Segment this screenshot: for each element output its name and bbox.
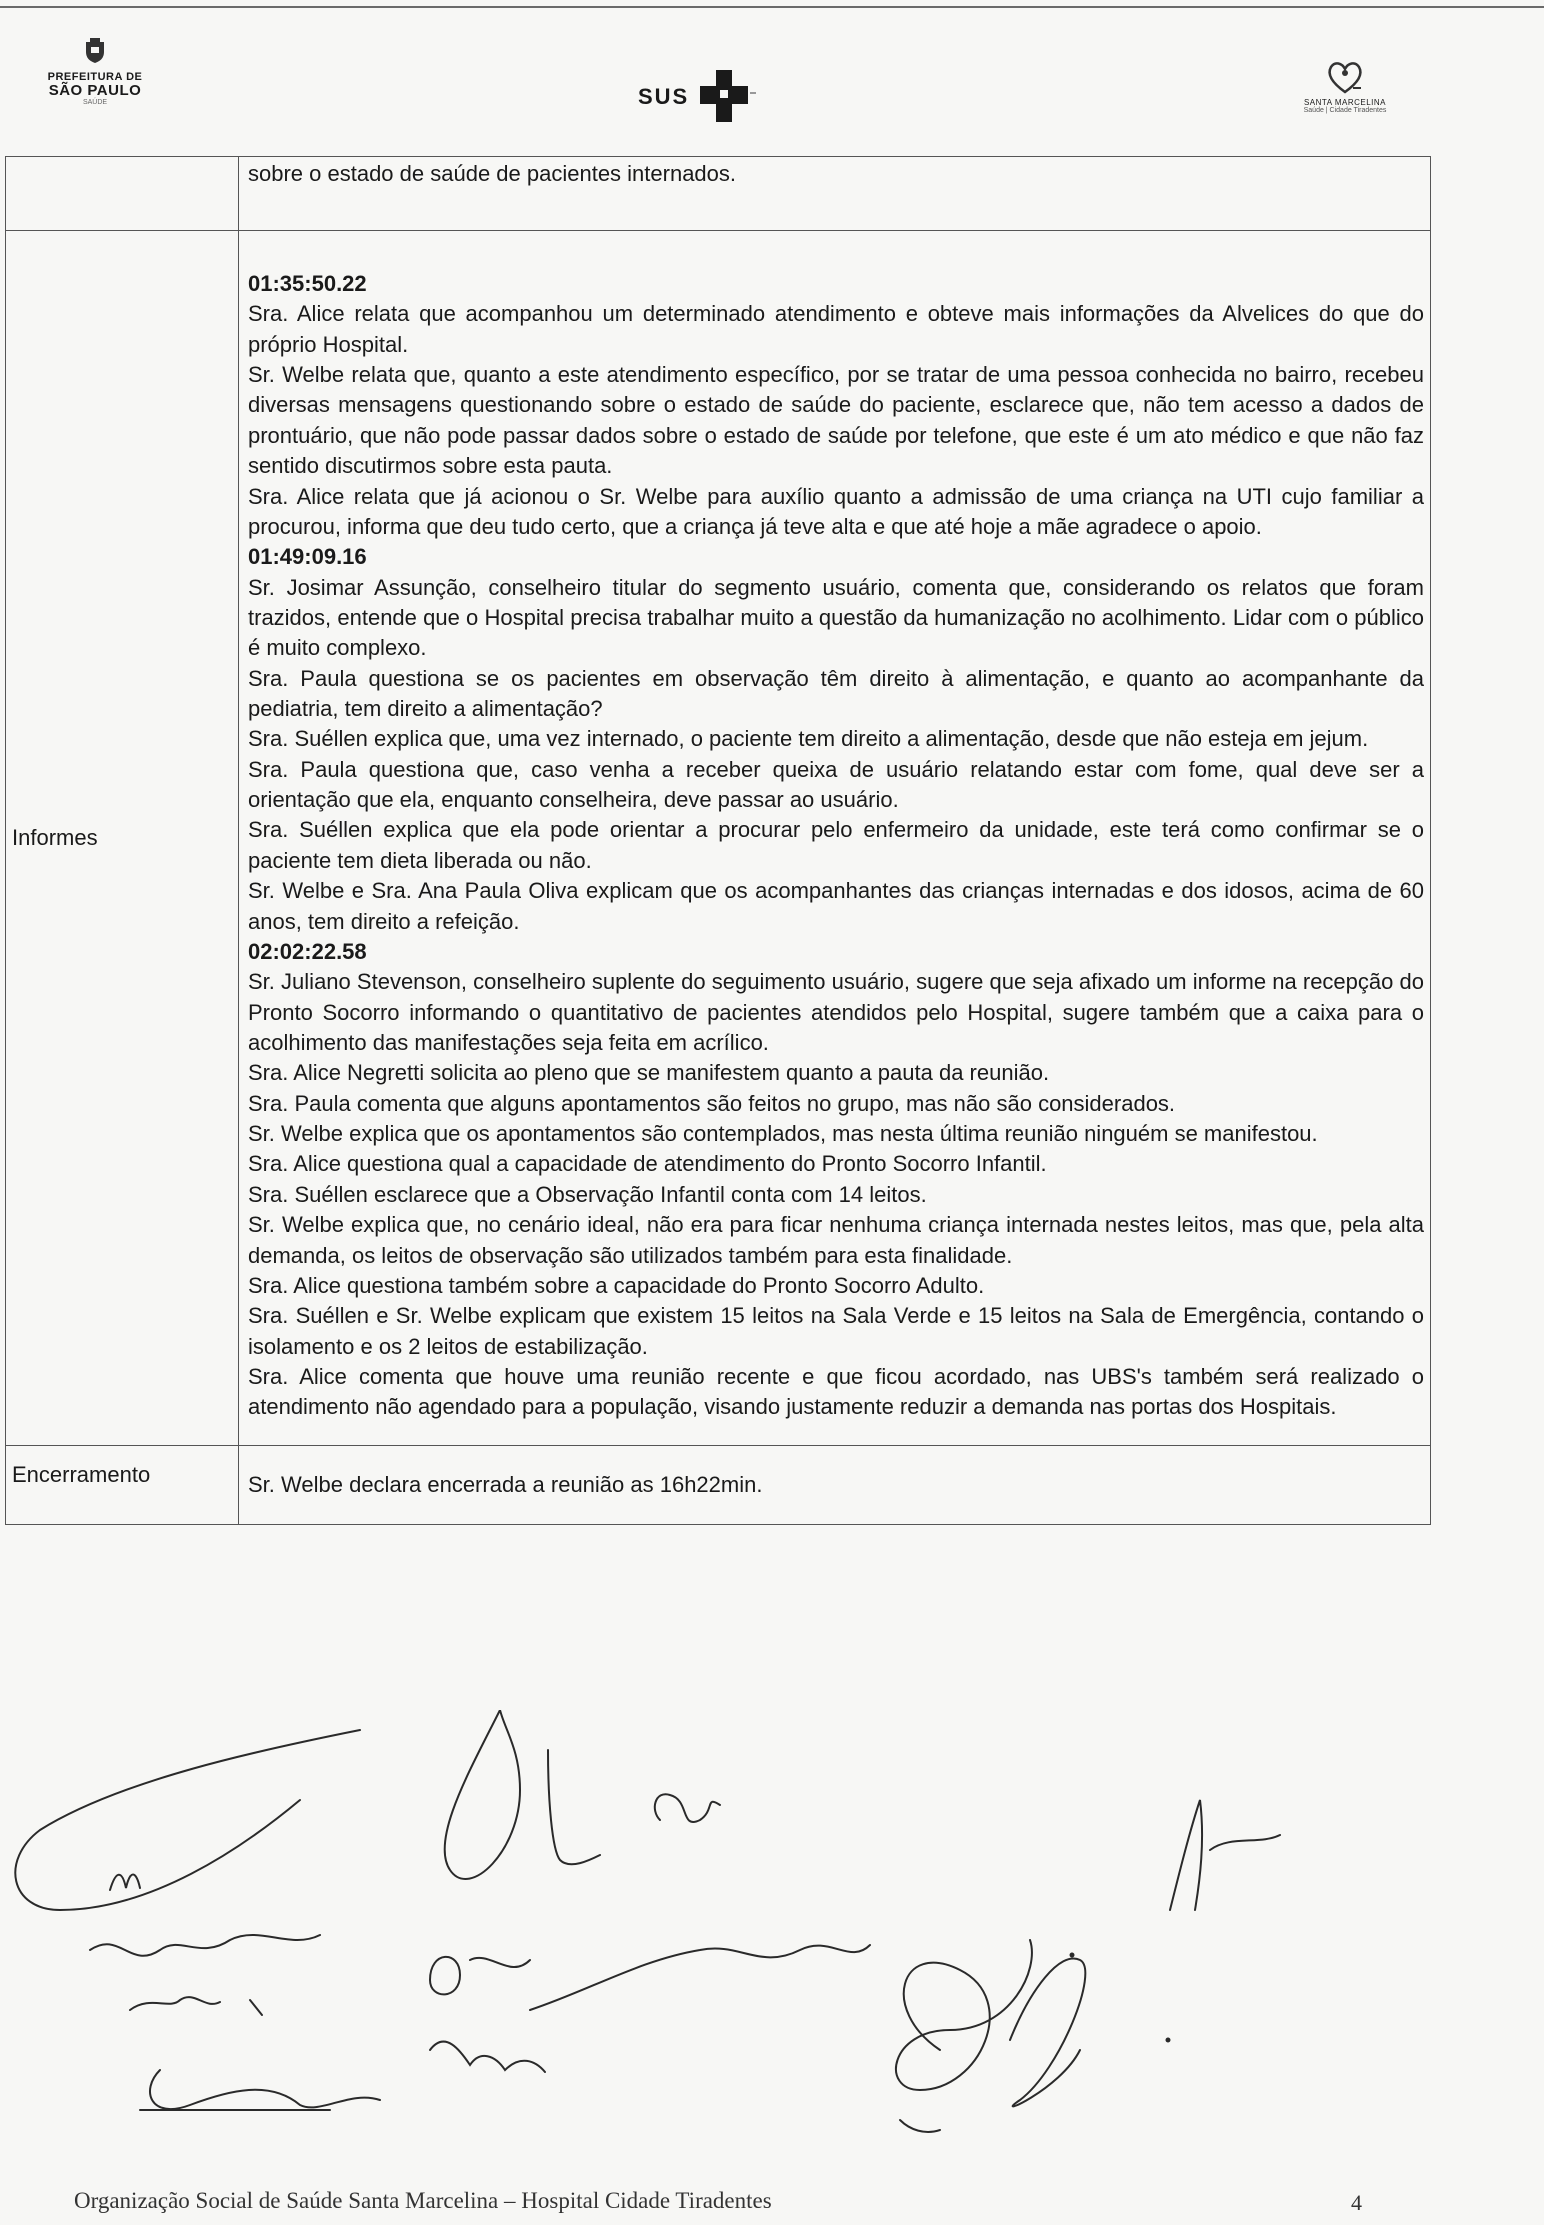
encerramento-content [239,1445,1431,1524]
santa-marcelina-logo [1270,58,1420,114]
table-row-encerramento [6,1445,1431,1524]
handwritten-signatures [0,1710,1544,2140]
signature-stroke-12 [530,1945,870,2010]
informe-paragraph: Sra. Paula comenta que alguns apontamentos são feitos no grupo, mas não são considerados. [248,1090,1176,1116]
signature-stroke-5 [150,2070,380,2109]
timestamp: 01:35:50.22 [248,271,367,296]
page-header [0,20,1544,155]
signature-stroke-4 [130,1997,262,2015]
informes-content [239,231,1431,1446]
informe-paragraph: Sra. Paula questiona que, caso venha a receber queixa de usuário relatando estar com fome, qual deve ser a orientação que ela, enquanto conselheira, deve passar ao usuário. [248,756,1424,813]
informe-paragraph: Sr. Welbe explica que, no cenário ideal, não era para ficar nenhuma criança internada nestes leitos, mas que, pela alta demanda, os leitos de observação são utilizados também para esta finalidade. [248,1212,1424,1268]
santa-marcelina-heart-icon [1323,58,1367,96]
table-row-informes [6,231,1431,1446]
signature-stroke-7 [430,2042,545,2072]
coat-of-arms-icon [82,38,108,64]
footer-text: Organização Social de Saúde Santa Marcelina – Hospital Cidade Tiradentes [74,2188,772,2213]
signature-stroke-8 [445,1710,520,1879]
signature-stroke-14 [1010,1958,1085,2106]
page-number: 4 [1351,2190,1362,2215]
santa-marcelina-name: SANTA MARCELINA [1303,98,1387,107]
informe-paragraph: Sr. Josimar Assunção, conselheiro titular do segmento usuário, comenta que, considerando os relatos que foram trazidos, entende que o Hospital precisa trabalhar muito a questão da humanização no acolhimento. Lidar com o público é muito complexo. [248,574,1424,661]
signature-stroke-15 [1170,1800,1280,1910]
prefeitura-sao-paulo-logo [30,38,160,106]
informe-paragraph: Sra. Suéllen e Sr. Welbe explicam que existem 15 leitos na Sala Verde e 15 leitos na Sala de Emergência, contando o isolamento e os 2 leitos de estabilização. [248,1303,1424,1359]
timestamp: 02:02:22.58 [248,938,367,964]
signature-stroke-3 [90,1935,320,1956]
informe-paragraph: Sra. Alice relata que acompanhou um determinado atendimento e obteve mais informações da Alvelices do que do próprio Hospital. [248,301,1424,357]
continuation-text: sobre o estado de saúde de pacientes internados. [248,161,737,186]
sus-logo [638,68,798,128]
informe-paragraph: Sr. Welbe relata que, quanto a este atendimento específico, por se tratar de uma pessoa conhecida no bairro, recebeu diversas mensagens questionando sobre o estado de saúde do paciente, esclarece que, não tem acesso a dados de prontuário, que não pode passar dados sobre o estado de saúde por telefone, que este é um ato médico e que não faz sentido discutirmos sobre esta pauta. [248,362,1424,479]
encerramento-text: Sr. Welbe declara encerrada a reunião as 16h22min. [248,1472,763,1498]
informe-paragraph: Sr. Welbe explica que os apontamentos são contemplados, mas nesta última reunião ninguém se manifestou. [248,1121,1318,1147]
table-row-continuation [6,157,1431,231]
logo-line-3: SAÚDE [82,99,108,106]
informe-paragraph: Sra. Alice Negretti solicita ao pleno que se manifestem quanto a pauta da reunião. [248,1060,1050,1086]
informe-paragraph: Sra. Alice questiona também sobre a capacidade do Pronto Socorro Adulto. [248,1272,985,1298]
santa-marcelina-subtitle: Saúde | Cidade Tiradentes [1303,107,1387,114]
top-rule [0,6,1544,8]
ink-dot [1070,1953,1075,1958]
signature-stroke-9 [548,1750,600,1864]
signature-stroke-11 [655,1794,720,1822]
signature-stroke-10 [430,1957,530,1995]
row-content [239,157,1431,231]
row-label-informes: Informes [6,231,239,1446]
logo-line-1: PREFEITURA DE [47,71,143,83]
row-label-encerramento: Encerramento [6,1445,239,1524]
informe-paragraph: Sra. Alice relata que já acionou o Sr. Welbe para auxílio quanto a admissão de uma criança na UTI cujo familiar a procurou, informa que deu tudo certo, que a criança já teve alta e que até hoje a mãe agradece o apoio. [248,483,1424,539]
sus-logo-text: SUS [638,84,690,109]
informe-paragraph: Sr. Welbe e Sra. Ana Paula Oliva explicam que os acompanhantes das crianças internadas e dos idosos, acima de 60 anos, tem direito a refeição. [248,878,1424,934]
informe-paragraph: Sra. Suéllen explica que, uma vez internado, o paciente tem direito a alimentação, desde que não esteja em jejum. [248,726,1369,752]
signature-stroke-2 [110,1875,140,1891]
informe-paragraph: Sra. Suéllen explica que ela pode orientar a procurar pelo enfermeiro da unidade, este terá como confirmar se o paciente tem dieta liberada ou não. [248,817,1424,873]
informe-paragraph: Sra. Alice comenta que houve uma reunião recente e que ficou acordado, nas UBS's também será realizado o atendimento não agendado para a população, visando justamente reduzir a demanda nas portas dos Hospitais. [248,1363,1424,1420]
timestamp: 01:49:09.16 [248,544,367,570]
row-label [6,157,239,231]
ink-dot [1166,2038,1171,2043]
informe-paragraph: Sra. Suéllen esclarece que a Observação Infantil conta com 14 leitos. [248,1181,927,1207]
logo-line-2: SÃO PAULO [48,82,142,99]
signature-stroke-16 [900,2120,940,2132]
sus-cross-icon [696,68,758,124]
informe-paragraph: Sra. Paula questiona se os pacientes em observação têm direito à alimentação, e quanto ao acompanhante da pediatria, tem direito a alimentação? [248,665,1424,722]
signature-stroke-13 [896,1940,1032,2090]
signature-stroke-1 [15,1730,360,1910]
informe-paragraph: Sr. Juliano Stevenson, conselheiro suplente do seguimento usuário, sugere que seja afixado um informe na recepção do Pronto Socorro informando o quantitativo de pacientes atendidos pelo Hospital, sugere também que a caixa para o acolhimento das manifestações seja feita em acrílico. [248,969,1424,1055]
minutes-table [5,156,1431,1525]
informe-paragraph: Sra. Alice questiona qual a capacidade de atendimento do Pronto Socorro Infantil. [248,1151,1047,1177]
